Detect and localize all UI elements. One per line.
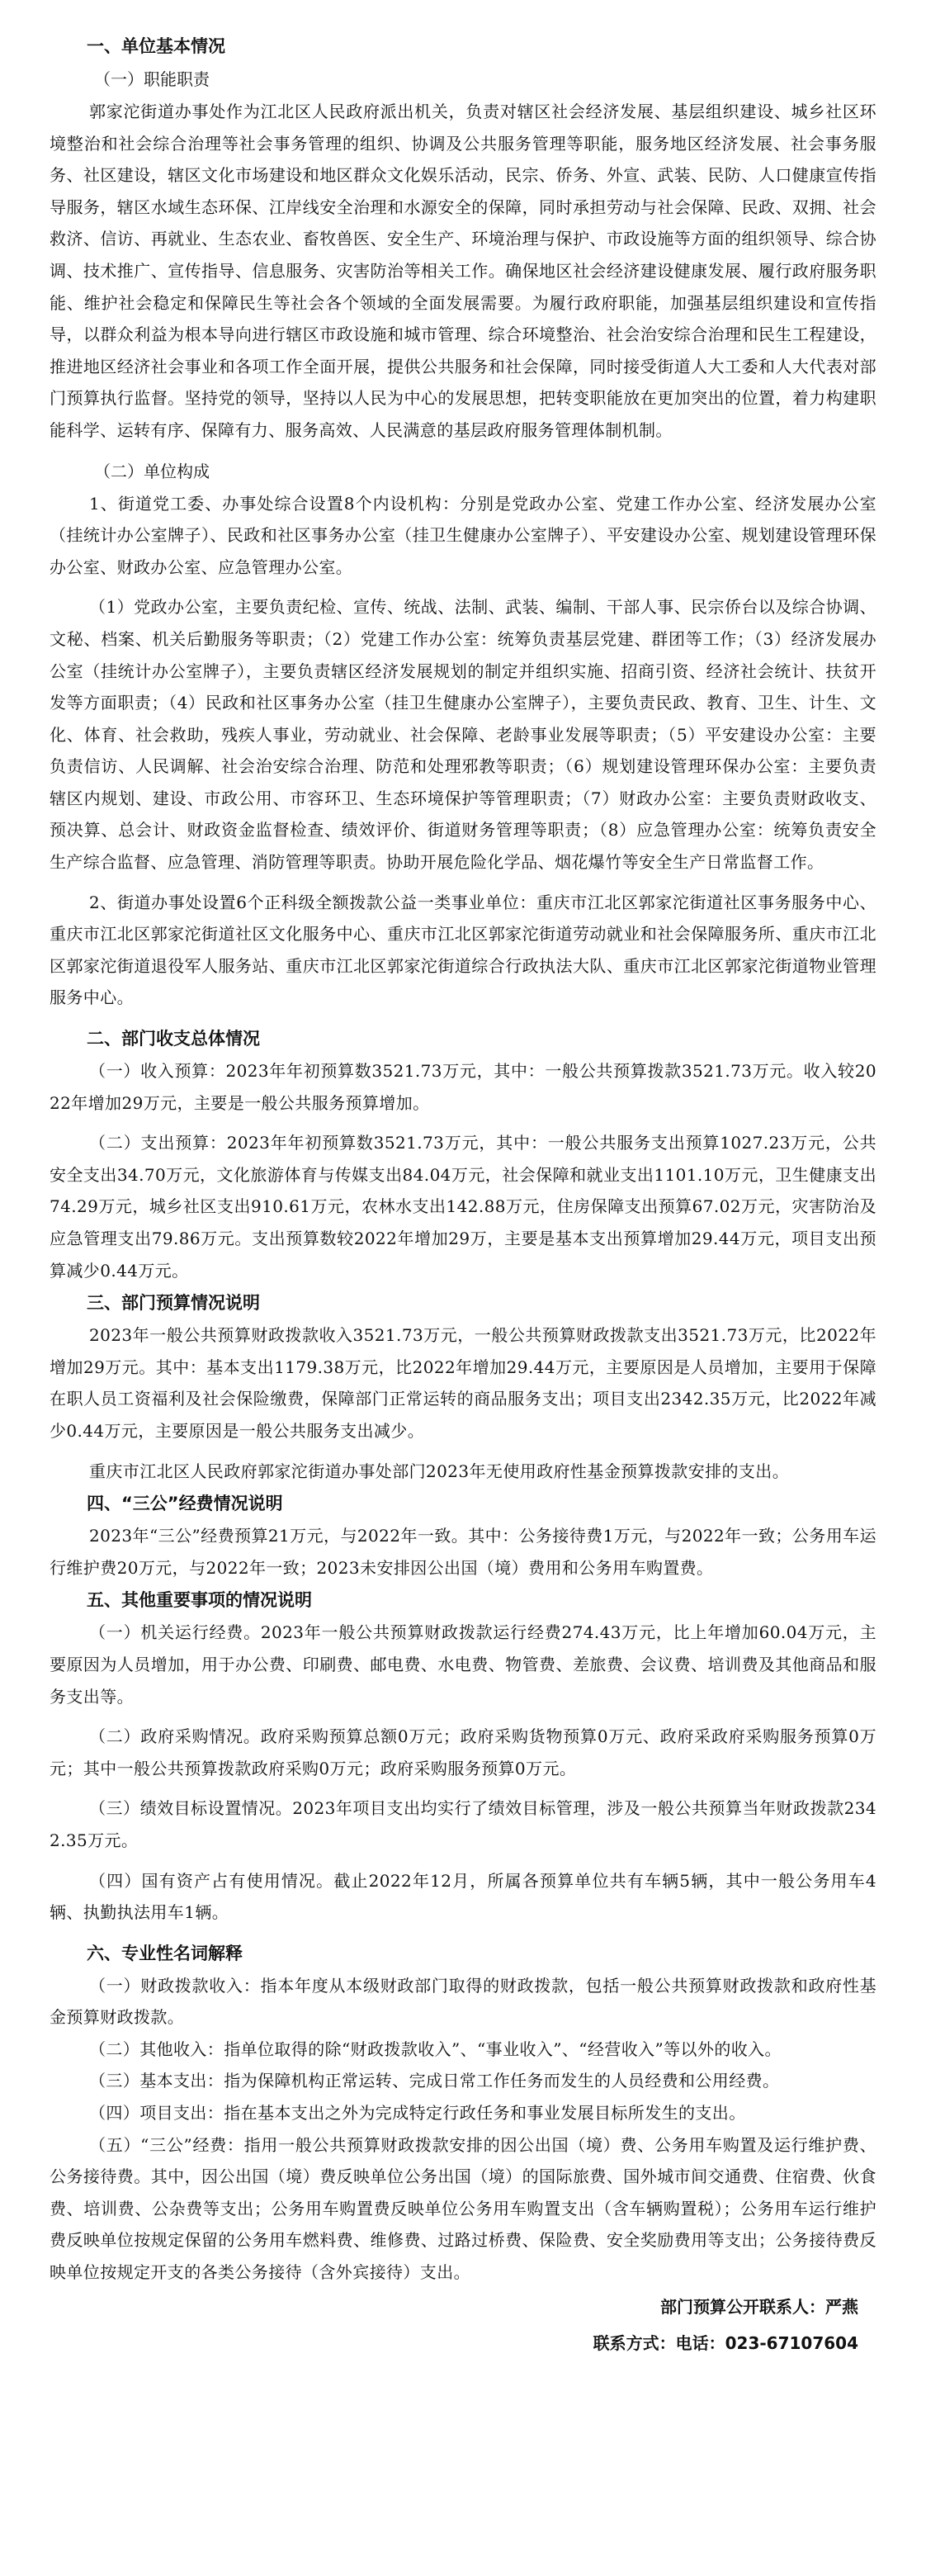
section-1-para-2: 1、街道党工委、办事处综合设置8个内设机构：分别是党政办公室、党建工作办公室、经济发展办公室（挂统计办公室牌子）、民政和社区事务办公室（挂卫生健康办公室牌子）、平安建设办公室、规划建设管理环保办公室、财政办公室、应急管理办公室。 [50, 493, 876, 577]
section-6-title: 六、专业性名词解释 [87, 1943, 243, 1963]
section-4-para-1: 2023年“三公”经费预算21万元，与2022年一致。其中：公务接待费1万元，与2022年一致；公务用车运行维护费20万元，与2022年一致；2023未安排因公出国（境）费用和公务用车购置费。 [50, 1526, 876, 1578]
section-5-para-3: （三）绩效目标设置情况。2023年项目支出均实行了绩效目标管理，涉及一般公共预算当年财政拨款2342.35万元。 [50, 1798, 876, 1850]
section-4-title: 四、“三公”经费情况说明 [87, 1494, 283, 1514]
section-5-para-1: （一）机关运行经费。2023年一般公共预算财政拨款运行经费274.43万元，比上年增加60.04万元，主要原因为人员增加，用于办公费、印刷费、邮电费、水电费、物管费、差旅费、会议费、培训费及其他商品和服务支出等。 [50, 1622, 876, 1707]
section-5-title: 五、其他重要事项的情况说明 [87, 1590, 312, 1611]
section-2-para-1: （一）收入预算：2023年年初预算数3521.73万元，其中：一般公共预算拨款3521.73万元。收入较2022年增加29万元，主要是一般公共服务预算增加。 [50, 1061, 876, 1113]
section-2-title: 二、部门收支总体情况 [87, 1029, 260, 1049]
section-3-title: 三、部门预算情况说明 [87, 1293, 260, 1314]
section-1-para-4: 2、街道办事处设置6个正科级全额拨款公益一类事业单位：重庆市江北区郭家沱街道社区事务服务中心、重庆市江北区郭家沱街道社区文化服务中心、重庆市江北区郭家沱街道劳动就业和社会保障服务所、重庆市江北区郭家沱街道退役军人服务站、重庆市江北区郭家沱街道综合行政执法大队、重庆市江北区郭家沱街道物业管理服务中心。 [50, 892, 876, 1008]
section-5-para-4: （四）国有资产占有使用情况。截止2022年12月，所属各预算单位共有车辆5辆，其中一般公务用车4辆、执勤执法用车1辆。 [50, 1870, 876, 1923]
section-6-para-2: （二）其他收入：指单位取得的除“财政拨款收入”、“事业收入”、“经营收入”等以外的收入。 [89, 2039, 782, 2059]
section-6-para-1: （一）财政拨款收入：指本年度从本级财政部门取得的财政拨款，包括一般公共预算财政拨款和政府性基金预算财政拨款。 [50, 1975, 876, 2028]
section-1-para-1: 郭家沱街道办事处作为江北区人民政府派出机关，负责对辖区社会经济发展、基层组织建设、城乡社区环境整治和社会综合治理等社会事务管理的组织、协调及公共服务管理等职能，服务地区经济发展、社会事务服务、社区建设，辖区文化市场建设和地区群众文化娱乐活动，民宗、侨务、外宣、武装、民防、人口健康宣传指导服务，辖区水域生态环保、江岸线安全治理和水源安全的保障，同时承担劳动与社会保障、民政、双拥、社会救济、信访、再就业、生态农业、畜牧兽医、安全生产、环境治理与保护、市政设施等方面的组织领导、综合协调、技术推广、宣传指导、信息服务、灾害防治等相关工作。确保地区社会经济建设健康发展、履行政府服务职能、维护社会稳定和保障民生等社会各个领域的全面发展需要。为履行政府职能，加强基层组织建设和宣传指导，以群众利益为根本导向进行辖区市政设施和城市管理、综合环境整治、社会治安综合治理和民生工程建设，推进地区经济社会事业和各项工作全面开展，提供公共服务和社会保障，同时接受街道人大工委和人大代表对部门预算执行监督。坚持党的领导，坚持以人民为中心的发展思想，把转变职能放在更加突出的位置，着力构建职能科学、运转有序、保障有力、服务高效、人民满意的基层政府服务管理体制机制。 [50, 102, 876, 440]
section-1-sub-2: （二）单位构成 [94, 461, 210, 481]
section-2-para-2: （二）支出预算：2023年年初预算数3521.73万元，其中：一般公共服务支出预算1027.23万元，公共安全支出34.70万元，文化旅游体育与传媒支出84.04万元，社会保障和就业支出1101.10万元，卫生健康支出74.29万元，城乡社区支出910.61万元，农林水支出142.88万元，住房保障支出预算67.02万元，灾害防治及应急管理支出79.86万元。支出预算数较2022年增加29万，主要是基本支出预算增加29.44万元，项目支出预算减少0.44万元。 [50, 1133, 876, 1281]
section-6-para-5: （五）“三公”经费：指用一般公共预算财政拨款安排的因公出国（境）费、公务用车购置及运行维护费、公务接待费。其中，因公出国（境）费反映单位公务出国（境）的国际旅费、国外城市间交通费、住宿费、伙食费、培训费、公杂费等支出；公务用车购置费反映单位公务用车购置支出（含车辆购置税）；公务用车运行维护费反映单位按规定保留的公务用车燃料费、维修费、过路过桥费、保险费、安全奖励费用等支出；公务接待费反映单位按规定开支的各类公务接待（含外宾接待）支出。 [50, 2134, 876, 2283]
section-1-sub-1: （一）职能职责 [94, 69, 210, 89]
contact-phone: 联系方式：电话：023-67107604 [593, 2332, 858, 2353]
section-1-title: 一、单位基本情况 [87, 36, 225, 56]
section-3-para-1: 2023年一般公共预算财政拨款收入3521.73万元，一般公共预算财政拨款支出3521.73万元，比2022年增加29万元。其中：基本支出1179.38万元，比2022年增加29.44万元，主要原因是人员增加，主要用于保障在职人员工资福利及社会保险缴费，保障部门正常运转的商品服务支出；项目支出2342.35万元，比2022年减少0.44万元，主要原因是一般公共服务支出减少。 [50, 1325, 876, 1441]
section-5-para-2: （二）政府采购情况。政府采购预算总额0万元；政府采购货物预算0万元、政府采政府采购服务预算0万元；其中一般公共预算拨款政府采购0万元；政府采购服务预算0万元。 [50, 1726, 876, 1778]
contact-person: 部门预算公开联系人：严燕 [660, 2296, 858, 2317]
section-6-para-4: （四）项目支出：指在基本支出之外为完成特定行政任务和事业发展目标所发生的支出。 [89, 2103, 746, 2124]
section-3-para-2: 重庆市江北区人民政府郭家沱街道办事处部门2023年无使用政府性基金预算拨款安排的支出。 [89, 1461, 790, 1481]
section-6-para-3: （三）基本支出：指为保障机构正常运转、完成日常工作任务而发生的人员经费和公用经费。 [89, 2071, 780, 2091]
section-1-para-3: （1）党政办公室，主要负责纪检、宣传、统战、法制、武装、编制、干部人事、民宗侨台以及综合协调、文秘、档案、机关后勤服务等职责；（2）党建工作办公室：统筹负责基层党建、群团等工作；（3）经济发展办公室（挂统计办公室牌子），主要负责辖区经济发展规划的制定并组织实施、招商引资、经济社会统计、扶贫开发等方面职责；（4）民政和社区事务办公室（挂卫生健康办公室牌子），主要负责民政、教育、卫生、计生、文化、体育、社会救助，残疾人事业，劳动就业、社会保障、老龄事业发展等职责；（5）平安建设办公室：主要负责信访、人民调解、社会治安综合治理、防范和处理邪教等职责；（6）规划建设管理环保办公室：主要负责辖区内规划、建设、市政公用、市容环卫、生态环境保护等管理职责；（7）财政办公室：主要负责财政收支、预决算、总会计、财政资金监督检查、绩效评价、街道财务管理等职责；（8）应急管理办公室：统筹负责安全生产综合监督、应急管理、消防管理等职责。协助开展危险化学品、烟花爆竹等安全生产日常监督工作。 [50, 597, 876, 873]
